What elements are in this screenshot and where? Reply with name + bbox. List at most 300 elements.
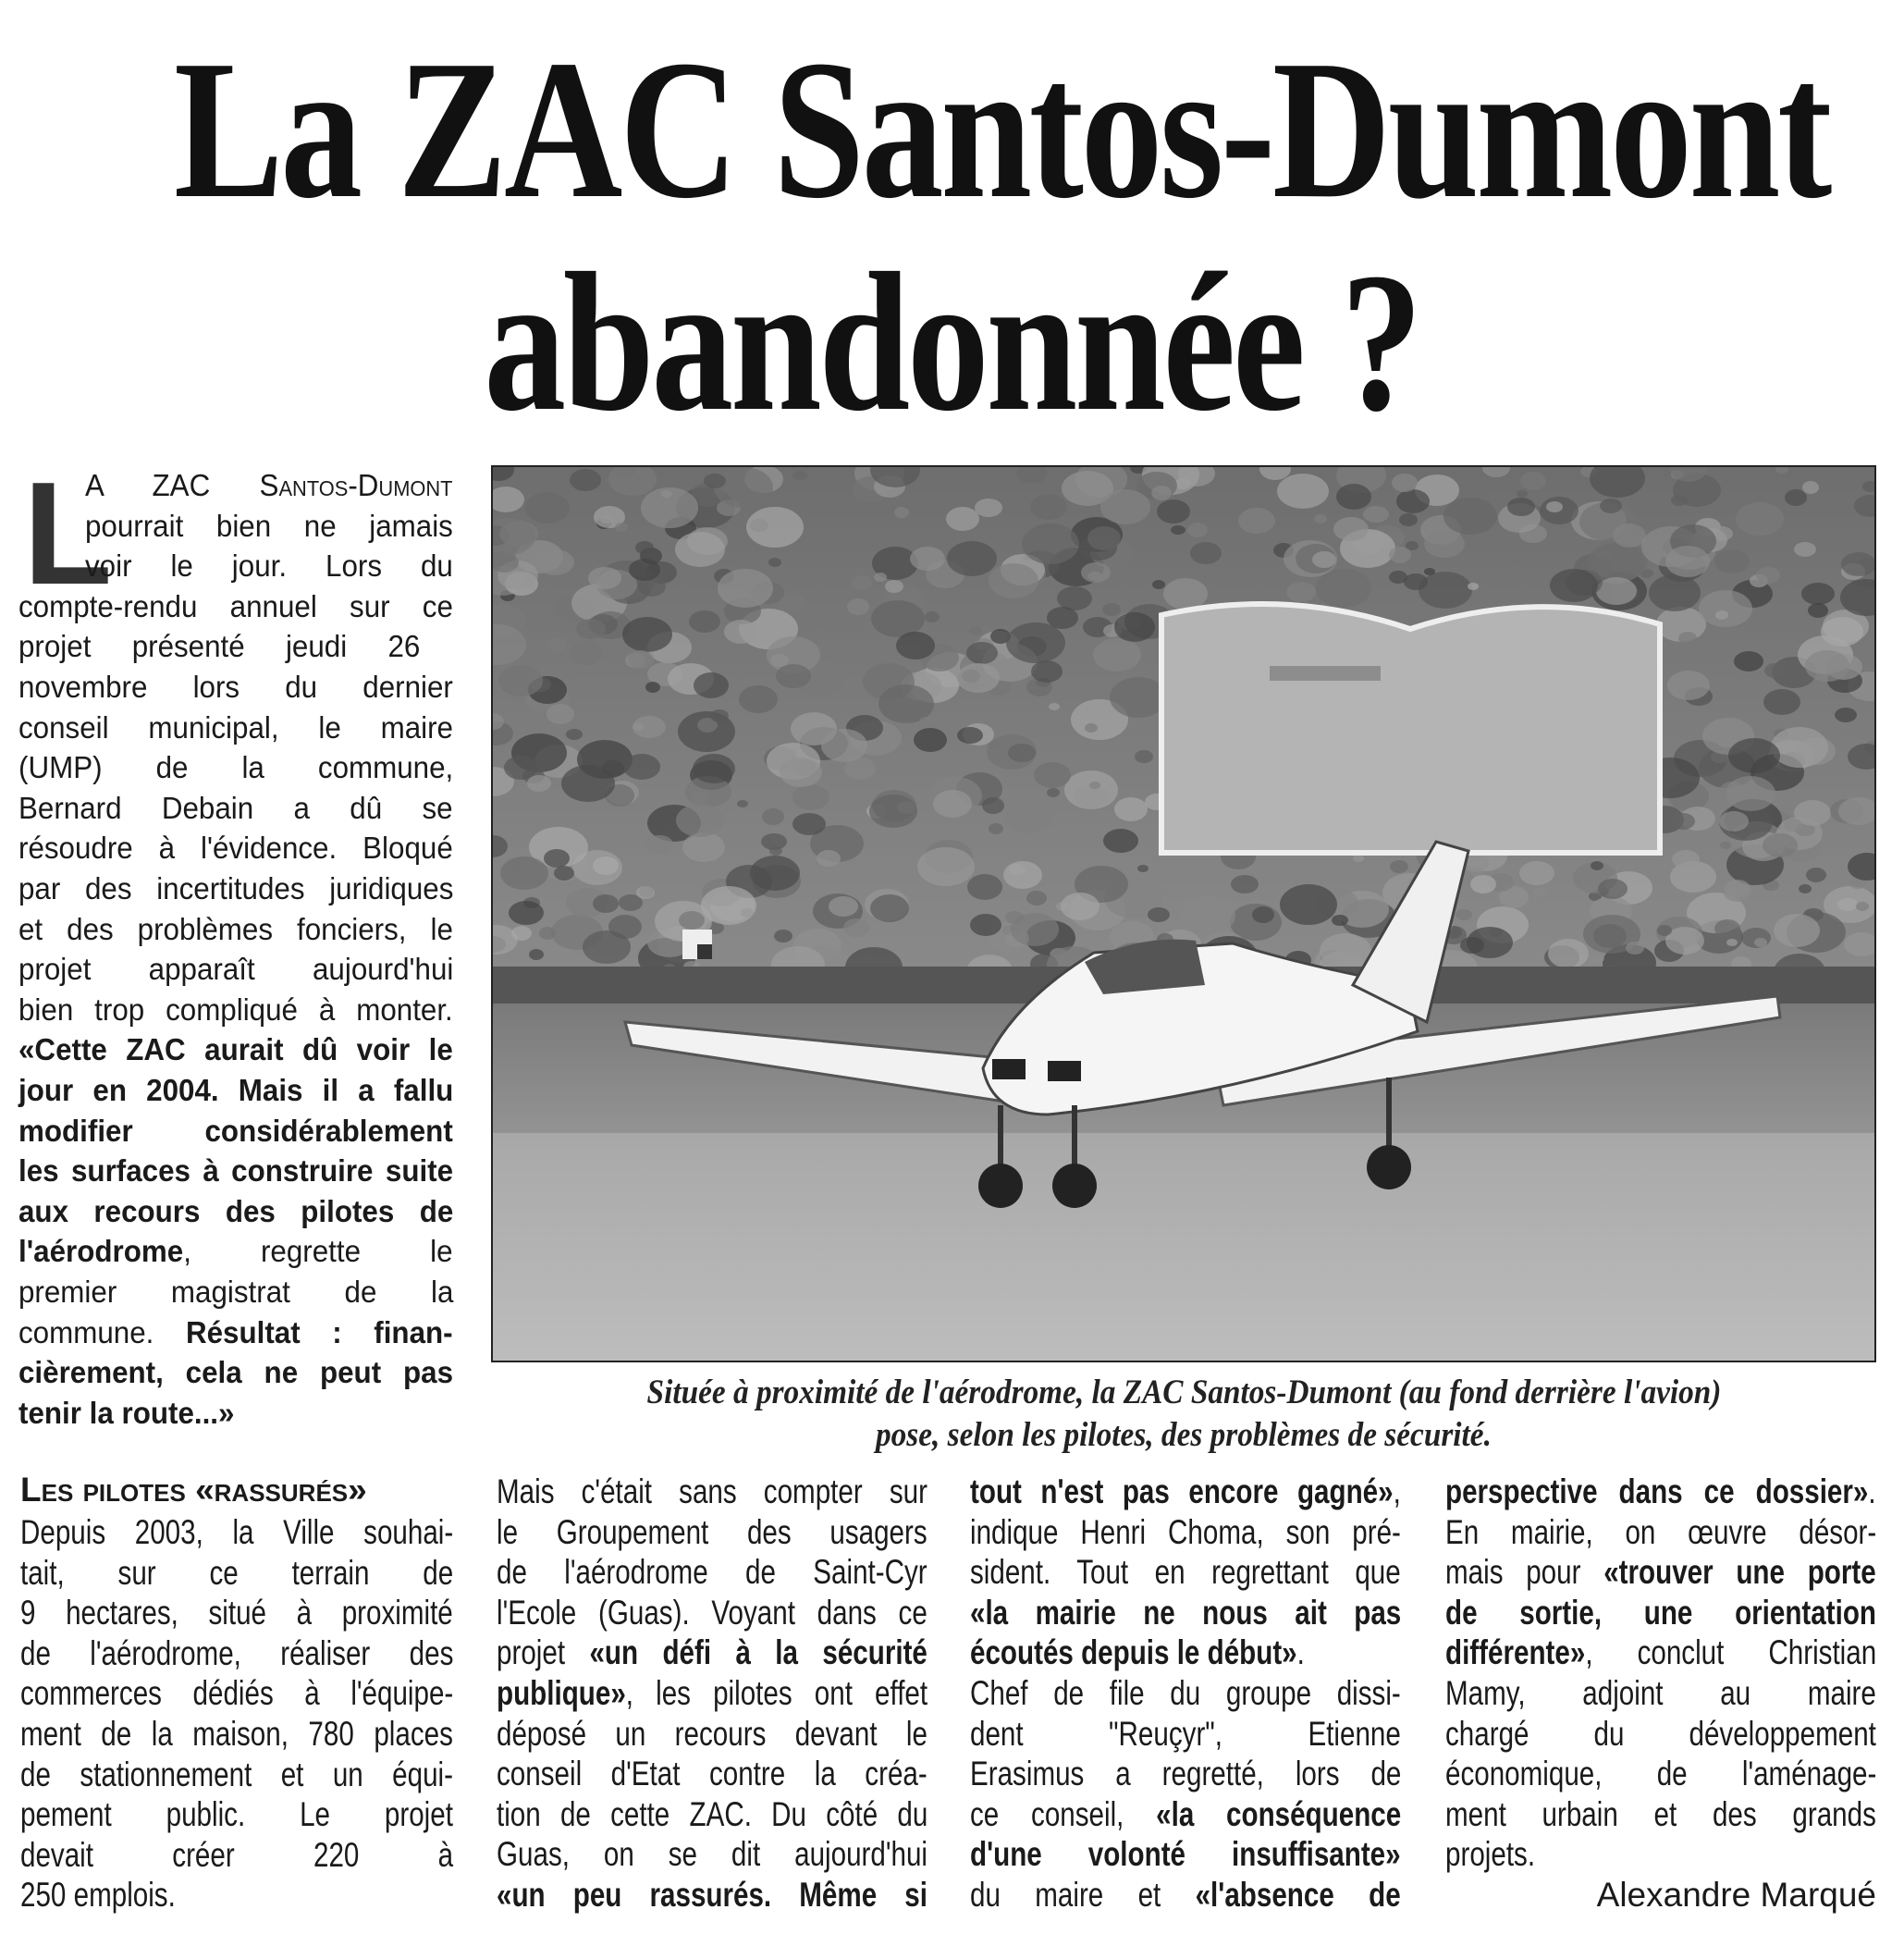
foliage-blob bbox=[1047, 607, 1078, 629]
text-line bbox=[18, 871, 476, 912]
text-run: déposé un recours devant le bbox=[497, 1714, 927, 1753]
foliage-blob bbox=[1102, 603, 1121, 616]
foliage-blob bbox=[1468, 583, 1479, 590]
foliage-blob bbox=[1157, 499, 1190, 524]
foliage-blob bbox=[737, 800, 748, 807]
foliage-blob bbox=[989, 563, 1038, 598]
foliage-blob bbox=[629, 559, 660, 581]
foliage-blob bbox=[525, 492, 570, 524]
bold-text: tenir la route...» bbox=[18, 1395, 235, 1430]
foliage-blob bbox=[1667, 671, 1710, 700]
foliage-blob bbox=[1392, 474, 1418, 492]
foliage-blob bbox=[885, 580, 903, 593]
text-run: tion de cette ZAC. Du côté du bbox=[497, 1794, 928, 1833]
text-run: économique, de l'aménage- bbox=[1445, 1755, 1877, 1793]
bold-text: publique» bbox=[497, 1674, 626, 1712]
text-line bbox=[20, 1715, 561, 1755]
foliage-blob bbox=[769, 846, 782, 856]
foliage-blob bbox=[1031, 660, 1063, 683]
text-run: pourrait bien ne jamais bbox=[85, 508, 453, 543]
foliage-blob bbox=[588, 567, 621, 589]
foliage-blob bbox=[1026, 891, 1047, 905]
foliage-blob bbox=[1030, 494, 1067, 520]
foliage-blob bbox=[792, 471, 807, 480]
text-run: En mairie, on œuvre désor- bbox=[1445, 1512, 1877, 1551]
text-run: du maire et bbox=[970, 1876, 1196, 1914]
foliage-blob bbox=[529, 949, 544, 960]
foliage-blob bbox=[498, 665, 543, 696]
text-line bbox=[20, 1836, 561, 1877]
bold-text: écoutés depuis le début» bbox=[970, 1633, 1297, 1672]
foliage-blob bbox=[1049, 703, 1060, 710]
text-line bbox=[970, 1472, 1508, 1513]
text-run: sident. Tout en regrettant que bbox=[970, 1553, 1401, 1592]
foliage-blob bbox=[593, 856, 619, 875]
foliage-blob bbox=[1332, 915, 1348, 926]
foliage-blob bbox=[710, 709, 729, 722]
foliage-blob bbox=[1671, 813, 1695, 830]
text-run: Chef de file du groupe dissi- bbox=[970, 1674, 1401, 1712]
foliage-blob bbox=[829, 896, 858, 917]
foliage-blob bbox=[1665, 546, 1710, 577]
foliage-blob bbox=[969, 626, 982, 635]
text-line bbox=[497, 1876, 1035, 1916]
foliage-blob bbox=[1006, 622, 1065, 663]
foliage-blob bbox=[701, 886, 756, 925]
foliage-blob bbox=[675, 532, 725, 567]
foliage-blob bbox=[1719, 811, 1749, 831]
foliage-blob bbox=[570, 641, 603, 665]
text-line bbox=[497, 1472, 1035, 1513]
drop-cap: L bbox=[23, 452, 113, 615]
text-line bbox=[1445, 1472, 1904, 1513]
bold-text: «trouver une porte bbox=[1603, 1553, 1876, 1592]
text-run: dent "Reuçyr", Etienne bbox=[970, 1714, 1401, 1753]
foliage-blob bbox=[641, 487, 698, 528]
foliage-blob bbox=[779, 595, 806, 613]
foliage-blob bbox=[1389, 571, 1407, 584]
foliage-blob bbox=[511, 926, 532, 941]
foliage-blob bbox=[870, 894, 909, 922]
text-line bbox=[85, 468, 472, 509]
foliage-blob bbox=[547, 637, 567, 652]
foliage-blob bbox=[1333, 517, 1369, 541]
text-line bbox=[1445, 1835, 1557, 1876]
text-line bbox=[18, 1275, 476, 1315]
bold-text: «un défi à la sécurité bbox=[589, 1633, 927, 1672]
text-line bbox=[18, 1315, 475, 1356]
foliage-blob bbox=[1626, 942, 1644, 955]
foliage-blob bbox=[1763, 689, 1800, 715]
text-line bbox=[497, 1755, 1035, 1795]
text-run: compte-rendu annuel sur ce bbox=[18, 588, 453, 623]
foliage-blob bbox=[1764, 663, 1785, 678]
text-run: et des problèmes fonciers, le bbox=[18, 911, 453, 946]
text-line bbox=[18, 1073, 476, 1114]
foliage-blob bbox=[547, 704, 574, 724]
foliage-blob bbox=[1588, 953, 1604, 964]
headline-line-2: abandonnée ? bbox=[484, 231, 1420, 452]
foliage-blob bbox=[1726, 939, 1738, 946]
bold-text: aux recours des pilotes de bbox=[18, 1193, 454, 1228]
foliage-blob bbox=[1613, 524, 1646, 548]
foliage-blob bbox=[1720, 842, 1731, 849]
foliage-blob bbox=[694, 672, 729, 698]
foliage-blob bbox=[1678, 632, 1697, 645]
text-line bbox=[1445, 1755, 1904, 1795]
bold-text: Résultat : finan- bbox=[185, 1314, 453, 1349]
foliage-blob bbox=[500, 856, 548, 890]
foliage-blob bbox=[1774, 914, 1820, 947]
text-line bbox=[497, 1674, 1036, 1715]
foliage-blob bbox=[780, 758, 822, 787]
foliage-blob bbox=[1005, 803, 1051, 834]
text-line bbox=[20, 1634, 561, 1675]
bold-text: «la conséquence bbox=[1156, 1794, 1402, 1833]
text-run: devait créer 220 à bbox=[20, 1835, 454, 1874]
foliage-blob bbox=[1336, 484, 1371, 510]
foliage-blob bbox=[636, 886, 655, 899]
foliage-blob bbox=[1163, 578, 1208, 610]
foliage-blob bbox=[1548, 939, 1589, 968]
text-run: premier magistrat de la bbox=[18, 1275, 454, 1309]
foliage-blob bbox=[896, 632, 935, 659]
foliage-blob bbox=[645, 682, 660, 693]
foliage-blob bbox=[570, 469, 601, 491]
text-line bbox=[1445, 1594, 1904, 1634]
foliage-blob bbox=[776, 664, 811, 688]
text-run: (UMP) de la commune, bbox=[18, 750, 454, 785]
foliage-blob bbox=[1396, 489, 1430, 513]
bold-text: tout n'est pas encore gagné» bbox=[970, 1472, 1394, 1510]
foliage-blob bbox=[947, 541, 997, 576]
foliage-blob bbox=[1009, 864, 1026, 875]
foliage-blob bbox=[1734, 651, 1763, 671]
foliage-blob bbox=[1363, 506, 1389, 523]
photo-caption-line-2: pose, selon les pilotes, des problèmes de sécurité. bbox=[876, 1416, 1492, 1454]
text-line bbox=[20, 1513, 561, 1554]
foliage-blob bbox=[1715, 610, 1728, 620]
text-run: conseil d'Etat contre la créa- bbox=[497, 1755, 927, 1793]
foliage-blob bbox=[1598, 879, 1628, 899]
foliage-blob bbox=[689, 610, 720, 633]
foliage-blob bbox=[1022, 524, 1079, 564]
foliage-blob bbox=[1600, 499, 1622, 513]
foliage-blob bbox=[1180, 896, 1235, 935]
text-line bbox=[1445, 1633, 1904, 1674]
foliage-blob bbox=[1520, 472, 1546, 490]
foliage-blob bbox=[1011, 913, 1059, 946]
bold-text: «la mairie ne nous ait pas bbox=[970, 1593, 1402, 1632]
foliage-blob bbox=[750, 519, 768, 532]
text-run: le Groupement des usagers bbox=[497, 1512, 927, 1551]
foliage-blob bbox=[1714, 919, 1740, 938]
foliage-blob bbox=[693, 754, 735, 783]
text-run: ment de la maison, 780 places bbox=[20, 1715, 453, 1753]
foliage-blob bbox=[1089, 782, 1100, 789]
foliage-blob bbox=[910, 547, 945, 571]
foliage-blob bbox=[615, 523, 628, 532]
foliage-blob bbox=[1151, 486, 1172, 500]
foliage-blob bbox=[1419, 572, 1472, 609]
foliage-blob bbox=[576, 619, 606, 639]
foliage-blob bbox=[1808, 603, 1828, 618]
foliage-blob bbox=[1806, 868, 1826, 882]
foliage-blob bbox=[1390, 860, 1408, 873]
text-line bbox=[970, 1553, 1508, 1594]
foliage-blob bbox=[1841, 552, 1876, 576]
foliage-blob bbox=[1424, 568, 1435, 575]
text-run: , les pilotes ont effet bbox=[625, 1674, 928, 1712]
text-line bbox=[20, 1755, 561, 1796]
photo-caption-line-1: Située à proximité de l'aérodrome, la ZAC Santos-Dumont (au fond derrière l'avion) bbox=[646, 1374, 1721, 1411]
text-line bbox=[18, 589, 476, 630]
foliage-blob bbox=[1424, 530, 1465, 558]
text-line bbox=[970, 1715, 1508, 1755]
foliage-blob bbox=[1406, 541, 1419, 550]
foliage-blob bbox=[628, 650, 654, 669]
foliage-blob bbox=[1699, 590, 1752, 627]
text-run: Mais c'était sans compter sur bbox=[497, 1472, 927, 1510]
foliage-blob bbox=[774, 930, 792, 942]
foliage-blob bbox=[635, 541, 654, 554]
foliage-blob bbox=[1785, 489, 1807, 506]
foliage-blob bbox=[741, 908, 754, 918]
foliage-blob bbox=[1148, 907, 1170, 922]
foliage-blob bbox=[1507, 498, 1535, 516]
text-line bbox=[18, 992, 476, 1033]
foliage-blob bbox=[593, 894, 619, 913]
bold-text: les surfaces à construire suite bbox=[18, 1153, 454, 1189]
foliage-blob bbox=[1100, 489, 1150, 524]
text-run: indique Henri Choma, son pré- bbox=[970, 1512, 1401, 1551]
text-line bbox=[18, 831, 476, 871]
text-line bbox=[18, 750, 476, 791]
foliage-blob bbox=[925, 611, 940, 622]
foliage-blob bbox=[821, 729, 867, 762]
foliage-blob bbox=[1725, 880, 1750, 898]
foliage-blob bbox=[535, 549, 574, 575]
foliage-blob bbox=[967, 874, 1002, 900]
foliage-blob bbox=[1135, 750, 1153, 763]
text-run: pement public. Le projet bbox=[20, 1795, 453, 1834]
text-run: projet présenté jeudi 26 bbox=[18, 629, 421, 664]
foliage-blob bbox=[1003, 861, 1042, 889]
foliage-blob bbox=[676, 804, 724, 837]
section-subhead: Les pilotes «rassurés» bbox=[20, 1471, 367, 1509]
foliage-blob bbox=[724, 620, 757, 644]
foliage-blob bbox=[1238, 508, 1275, 534]
foliage-blob bbox=[1353, 855, 1364, 862]
foliage-blob bbox=[739, 685, 778, 713]
foliage-blob bbox=[970, 914, 1001, 936]
foliage-blob bbox=[1754, 938, 1767, 947]
text-line bbox=[18, 1355, 476, 1396]
foliage-blob bbox=[1008, 744, 1036, 762]
foliage-blob bbox=[1034, 762, 1071, 788]
foliage-blob bbox=[679, 911, 705, 930]
text-line bbox=[18, 710, 476, 751]
text-run: Guas, on se dit aujourd'hui bbox=[497, 1835, 928, 1874]
foliage-blob bbox=[919, 717, 932, 726]
text-line bbox=[18, 1194, 476, 1235]
text-line bbox=[497, 1633, 1035, 1674]
foliage-blob bbox=[1728, 738, 1780, 773]
text-line bbox=[18, 952, 476, 992]
foliage-blob bbox=[957, 663, 1000, 693]
text-line bbox=[970, 1594, 1509, 1634]
bold-text: «Cette ZAC aurait dû voir le bbox=[18, 1032, 453, 1067]
foliage-blob bbox=[1312, 551, 1336, 568]
foliage-blob bbox=[1805, 650, 1849, 682]
text-run: par des incertitudes juridiques bbox=[18, 871, 454, 905]
foliage-blob bbox=[1114, 797, 1148, 821]
text-line bbox=[970, 1876, 1508, 1916]
foliage-blob bbox=[1277, 474, 1329, 509]
text-line bbox=[1445, 1513, 1904, 1554]
article-photo-airplane bbox=[491, 465, 1876, 1362]
bold-text: cièrement, cela ne peut pas bbox=[18, 1355, 454, 1390]
text-line bbox=[18, 629, 441, 670]
text-line bbox=[970, 1633, 1388, 1674]
text-run: de l'aérodrome de Saint-Cyr bbox=[497, 1553, 927, 1592]
text-run: projet apparaît aujourd'hui bbox=[18, 952, 454, 987]
text-line bbox=[85, 509, 473, 549]
text-run: Bernard Debain a dû se bbox=[18, 790, 453, 825]
foliage-blob bbox=[1726, 776, 1775, 811]
foliage-blob bbox=[1763, 833, 1798, 857]
foliage-blob bbox=[1837, 898, 1858, 911]
foliage-blob bbox=[566, 729, 583, 740]
foliage-blob bbox=[1171, 525, 1185, 535]
foliage-blob bbox=[982, 797, 1004, 814]
text-run: chargé du développement bbox=[1445, 1714, 1876, 1753]
text-run: mais pour bbox=[1445, 1553, 1604, 1592]
text-line bbox=[497, 1715, 1035, 1755]
bold-text: «l'absence de bbox=[1195, 1876, 1401, 1914]
foliage-blob bbox=[1399, 513, 1418, 526]
text-line bbox=[497, 1835, 1036, 1876]
text-line bbox=[1445, 1674, 1904, 1715]
text-line bbox=[20, 1674, 561, 1715]
foliage-blob bbox=[1064, 770, 1118, 809]
text-run: de stationnement et un équi- bbox=[20, 1755, 453, 1793]
text-run: novembre lors du dernier bbox=[18, 670, 453, 704]
text-line bbox=[1445, 1715, 1904, 1755]
text-line bbox=[18, 670, 476, 710]
foliage-blob bbox=[1649, 574, 1701, 611]
foliage-blob bbox=[933, 790, 972, 818]
text-line bbox=[18, 912, 476, 953]
foliage-blob bbox=[817, 850, 841, 867]
foliage-blob bbox=[1672, 850, 1700, 868]
foliage-blob bbox=[847, 598, 869, 615]
foliage-blob bbox=[1657, 925, 1672, 936]
foliage-blob bbox=[1802, 481, 1819, 494]
text-run: , regrette le bbox=[183, 1234, 453, 1269]
foliage-blob bbox=[1047, 788, 1060, 797]
foliage-blob bbox=[1799, 884, 1812, 893]
foliage-blob bbox=[527, 775, 551, 792]
foliage-blob bbox=[718, 569, 773, 608]
foliage-blob bbox=[1404, 573, 1428, 590]
bold-text: perspective dans ce dossier» bbox=[1445, 1472, 1869, 1510]
text-run: ce conseil, bbox=[970, 1794, 1157, 1833]
foliage-blob bbox=[1591, 861, 1603, 870]
text-run: , bbox=[1393, 1472, 1401, 1510]
foliage-blob bbox=[633, 723, 644, 731]
text-line bbox=[18, 1234, 475, 1275]
foliage-blob bbox=[544, 849, 570, 868]
text-line bbox=[497, 1795, 1036, 1836]
text-line bbox=[970, 1755, 1509, 1795]
text-line bbox=[1445, 1795, 1904, 1836]
foliage-blob bbox=[1324, 571, 1370, 604]
text-run: commune. bbox=[18, 1314, 186, 1349]
foliage-blob bbox=[509, 901, 544, 925]
foliage-blob bbox=[894, 507, 909, 518]
foliage-blob bbox=[869, 795, 917, 828]
text-run: 9 hectares, situé à proximité bbox=[20, 1594, 453, 1632]
text-run: résoudre à l'évidence. Bloqué bbox=[18, 831, 453, 866]
foliage-blob bbox=[1152, 580, 1165, 589]
foliage-blob bbox=[768, 558, 781, 567]
text-line bbox=[497, 1513, 1035, 1554]
foliage-blob bbox=[714, 467, 773, 508]
foliage-blob bbox=[1286, 582, 1316, 602]
foliage-blob bbox=[966, 642, 998, 664]
foliage-blob bbox=[1550, 569, 1598, 602]
foliage-blob bbox=[1835, 708, 1857, 722]
text-line bbox=[20, 1594, 561, 1634]
text-run: . bbox=[1296, 1633, 1305, 1672]
text-run: Mamy, adjoint au maire bbox=[1445, 1674, 1876, 1712]
text-line bbox=[85, 548, 473, 589]
foliage-blob bbox=[1756, 567, 1780, 584]
text-run: tait, sur ce terrain de bbox=[20, 1553, 454, 1592]
text-line bbox=[20, 1795, 561, 1836]
foliage-blob bbox=[1519, 861, 1554, 885]
text-line bbox=[18, 1114, 476, 1154]
foliage-blob bbox=[1231, 875, 1259, 893]
text-run: Erasimus a regretté, lors de bbox=[970, 1755, 1402, 1793]
text-run: ment urbain et des grands bbox=[1445, 1794, 1876, 1833]
airplane-photo bbox=[493, 467, 1876, 1362]
foliage-blob bbox=[762, 808, 784, 825]
foliage-blob bbox=[1110, 677, 1167, 718]
text-line bbox=[970, 1674, 1508, 1715]
foliage-blob bbox=[1114, 612, 1155, 642]
text-run: l'Ecole (Guas). Voyant dans ce bbox=[497, 1593, 927, 1632]
text-run: de l'aérodrome, réaliser des bbox=[20, 1633, 454, 1672]
foliage-blob bbox=[1443, 498, 1497, 535]
text-line bbox=[18, 791, 475, 831]
foliage-blob bbox=[843, 918, 869, 937]
foliage-blob bbox=[792, 784, 829, 810]
foliage-blob bbox=[504, 756, 537, 780]
foliage-blob bbox=[583, 930, 631, 964]
foliage-blob bbox=[1280, 884, 1337, 925]
foliage-blob bbox=[871, 600, 925, 637]
foliage-blob bbox=[917, 847, 975, 886]
author-byline: Alexandre Marqué bbox=[1596, 1876, 1876, 1914]
foliage-blob bbox=[1533, 888, 1548, 897]
foliage-blob bbox=[1801, 583, 1835, 605]
text-line bbox=[18, 1032, 476, 1073]
foliage-blob bbox=[1736, 502, 1784, 536]
bold-text: jour en 2004. Mais il a fallu bbox=[18, 1073, 454, 1107]
text-line bbox=[497, 1553, 1035, 1594]
